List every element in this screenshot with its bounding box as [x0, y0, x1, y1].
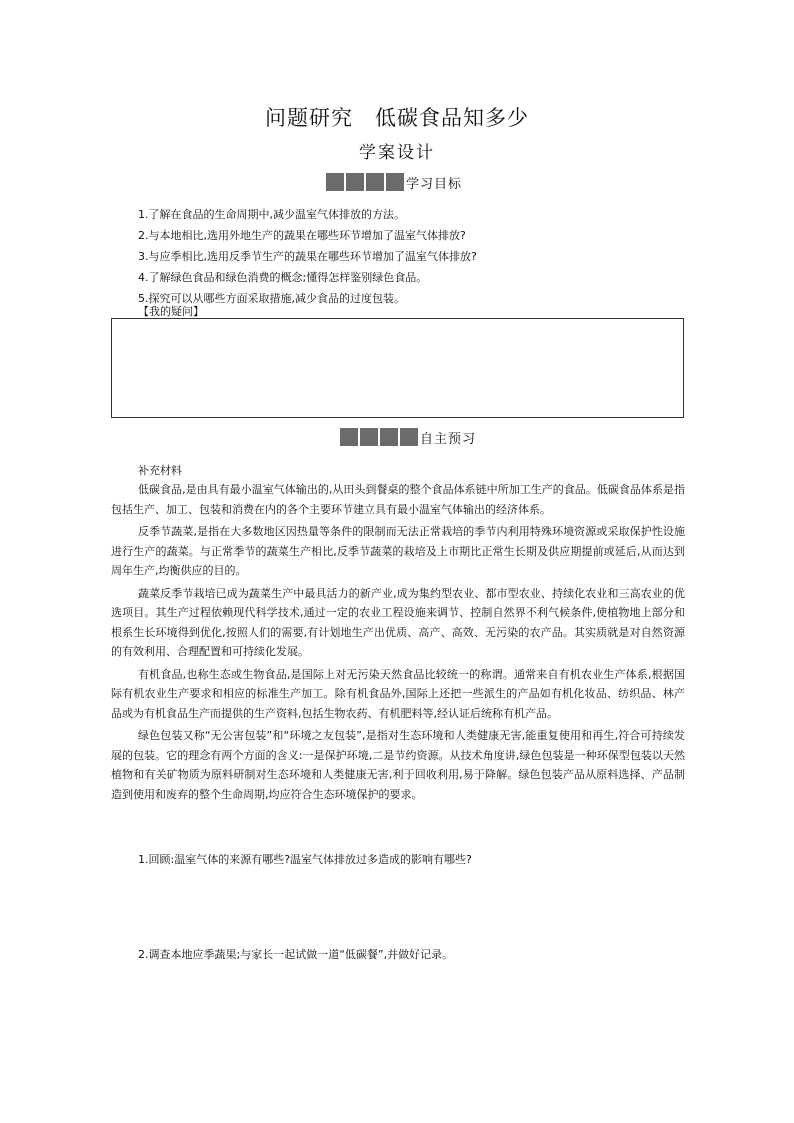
page-title: 问题研究 低碳食品知多少 — [265, 106, 529, 130]
goal-item: 5.探究可以从哪些方面采取措施,减少食品的过度包装。 — [138, 292, 405, 305]
my-questions-box[interactable] — [111, 318, 684, 418]
banner-blocks-decoration — [326, 173, 404, 191]
paragraph: 有机食品,也称生态或生物食品,是国际上对无污染天然食品比较统一的称谓。通常来自有机农业生产体系,根据国际有机农业生产要求和相应的标准生产加工。除有机食品外,国际上还把一些派生的产品如有机化妆品、纺织品、林产品或为有机食品生产而提供的生产资料,包括生物农药、有机肥料等,经认证后统称有机产品。 — [111, 667, 685, 720]
my-questions-label: 【我的疑问】 — [138, 305, 204, 318]
paragraph: 蔬菜反季节栽培已成为蔬菜生产中最具活力的新产业,成为集约型农业、都市型农业、持续化农业和三高农业的优选项目。其生产过程依赖现代科学技术,通过一定的农业工程设施来调节、控制自然界不利气候条件,使植物地上部分和根系生长环境得到优化,按照人们的需要,有计划地生产出优质、高产、高效、无污染的农产品。其实质就是对自然资源的有效利用、合理配置和可持续化发展。 — [111, 586, 685, 658]
goal-item: 4.了解绿色食品和绿色消费的概念;懂得怎样鉴别绿色食品。 — [138, 271, 428, 284]
section-banner-preview — [340, 427, 476, 447]
question-1: 1.回顾:温室气体的来源有哪些?温室气体排放过多造成的影响有哪些? — [138, 853, 472, 866]
page-subtitle: 学案设计 — [359, 143, 435, 163]
question-2: 2.调查本地应季蔬果;与家长一起试做一道“低碳餐”,并做好记录。 — [138, 948, 454, 961]
goals-list — [138, 204, 477, 309]
paragraph: 绿色包装又称“无公害包装”和“环境之友包装”,是指对生态环境和人类健康无害,能重复使用和再生,符合可持续发展的包装。它的理念有两个方面的含义:一是保护环境,二是节约资源。从技术角度讲,绿色包装是一种环保型包装以天然植物和有关矿物质为原料研制对生态环境和人类健康无害,利于回收利用,易于降解。绿色包装产品从原料选择、产品制造到使用和废弃的整个生命周期,均应符合生态环境保护的要求。 — [111, 729, 685, 801]
paragraph: 反季节蔬菜,是指在大多数地区因热量等条件的限制而无法正常栽培的季节内利用特殊环境资源或采取保护性设施进行生产的蔬菜。与正常季节的蔬菜生产相比,反季节蔬菜的栽培及上市期比正常生长期及供应期提前或延后,从而达到周年生产,均衡供应的目的。 — [111, 525, 685, 577]
goal-item: 3.与应季相比,选用反季节生产的蔬果在哪些环节增加了温室气体排放? — [138, 250, 477, 263]
goal-item: 2.与本地相比,选用外地生产的蔬果在哪些环节增加了温室气体排放? — [138, 229, 466, 242]
section-title-preview: 自主预习 — [420, 431, 477, 447]
paragraph: 低碳食品,是由具有最小温室气体输出的,从田头到餐桌的整个食品体系链中所加工生产的食品。低碳食品体系是指包括生产、加工、包装和消费在内的各个主要环节建立具有最小温室气体输出的经济体系。 — [111, 483, 685, 516]
supplement-label: 补充材料 — [138, 464, 182, 477]
section-banner-goals — [326, 172, 462, 192]
supplement-paragraphs — [111, 480, 685, 807]
banner-blocks-decoration — [340, 428, 418, 446]
section-title-goals: 学习目标 — [406, 176, 463, 192]
goal-item: 1.了解在食品的生命周期中,减少温室气体排放的方法。 — [138, 208, 405, 221]
